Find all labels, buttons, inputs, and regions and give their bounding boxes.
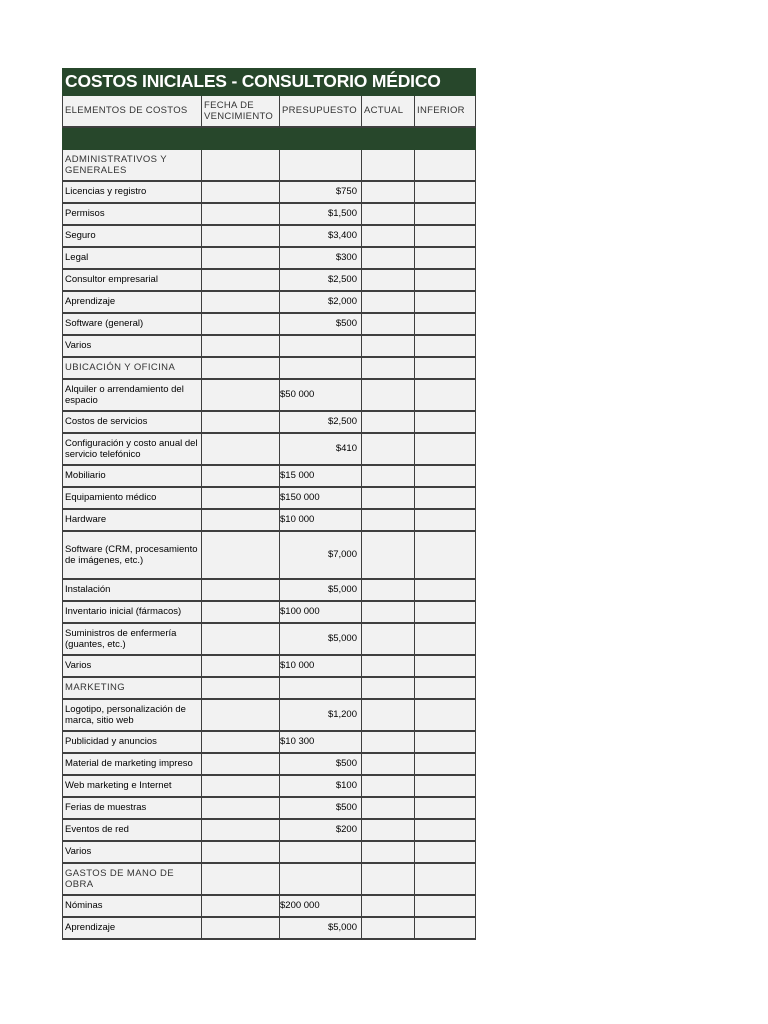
due-date-cell[interactable] — [202, 797, 280, 819]
table-row — [63, 623, 476, 655]
budget-cell[interactable]: $150 000 — [280, 487, 362, 509]
item-cell[interactable]: Configuración y costo anual del servicio telefónico — [63, 433, 202, 465]
table-row — [63, 775, 476, 797]
due-date-cell[interactable] — [202, 895, 280, 917]
due-date-cell[interactable] — [202, 601, 280, 623]
table-row — [63, 379, 476, 411]
section-label-cell[interactable]: GASTOS DE MANO DE OBRA — [63, 863, 202, 895]
item-cell[interactable]: Aprendizaje — [63, 291, 202, 313]
actual-cell[interactable] — [362, 797, 415, 819]
item-cell[interactable]: Mobiliario — [63, 465, 202, 487]
due-date-cell[interactable] — [202, 291, 280, 313]
lower-cell[interactable] — [415, 677, 476, 699]
col-header-actual[interactable]: ACTUAL — [362, 95, 415, 127]
budget-cell[interactable]: $10 300 — [280, 731, 362, 753]
budget-cell[interactable]: $2,500 — [280, 411, 362, 433]
budget-cell[interactable] — [280, 149, 362, 181]
due-date-cell[interactable] — [202, 181, 280, 203]
actual-cell[interactable] — [362, 601, 415, 623]
lower-cell[interactable] — [415, 863, 476, 895]
due-date-cell[interactable] — [202, 247, 280, 269]
item-cell[interactable]: Publicidad y anuncios — [63, 731, 202, 753]
lower-cell[interactable] — [415, 291, 476, 313]
budget-cell[interactable]: $5,000 — [280, 623, 362, 655]
lower-cell[interactable] — [415, 247, 476, 269]
lower-cell[interactable] — [415, 797, 476, 819]
actual-cell[interactable] — [362, 335, 415, 357]
lower-cell[interactable] — [415, 819, 476, 841]
due-date-cell[interactable] — [202, 433, 280, 465]
item-cell[interactable]: Instalación — [63, 579, 202, 601]
item-cell[interactable]: Nóminas — [63, 895, 202, 917]
actual-cell[interactable] — [362, 247, 415, 269]
item-cell[interactable]: Software (CRM, procesamiento de imágenes, etc.) — [63, 531, 202, 579]
due-date-cell[interactable] — [202, 677, 280, 699]
due-date-cell[interactable] — [202, 841, 280, 863]
budget-cell[interactable]: $300 — [280, 247, 362, 269]
actual-cell[interactable] — [362, 677, 415, 699]
actual-cell[interactable] — [362, 433, 415, 465]
budget-cell[interactable]: $2,000 — [280, 291, 362, 313]
item-cell[interactable]: Consultor empresarial — [63, 269, 202, 291]
actual-cell[interactable] — [362, 509, 415, 531]
table-row — [63, 655, 476, 677]
due-date-cell[interactable] — [202, 917, 280, 939]
actual-cell[interactable] — [362, 357, 415, 379]
actual-cell[interactable] — [362, 731, 415, 753]
lower-cell[interactable] — [415, 841, 476, 863]
header-row — [63, 95, 476, 127]
due-date-cell[interactable] — [202, 269, 280, 291]
lower-cell[interactable] — [415, 753, 476, 775]
title-row — [63, 69, 476, 95]
actual-cell[interactable] — [362, 269, 415, 291]
budget-cell[interactable]: $500 — [280, 797, 362, 819]
due-date-cell[interactable] — [202, 579, 280, 601]
actual-cell[interactable] — [362, 841, 415, 863]
lower-cell[interactable] — [415, 731, 476, 753]
budget-cell[interactable]: $500 — [280, 313, 362, 335]
actual-cell[interactable] — [362, 623, 415, 655]
actual-cell[interactable] — [362, 917, 415, 939]
table-row — [63, 601, 476, 623]
lower-cell[interactable] — [415, 411, 476, 433]
due-date-cell[interactable] — [202, 411, 280, 433]
green-band-cell[interactable] — [63, 127, 476, 149]
table-row — [63, 797, 476, 819]
due-date-cell[interactable] — [202, 225, 280, 247]
due-date-cell[interactable] — [202, 379, 280, 411]
budget-cell[interactable]: $500 — [280, 753, 362, 775]
budget-cell[interactable]: $5,000 — [280, 579, 362, 601]
lower-cell[interactable] — [415, 917, 476, 939]
lower-cell[interactable] — [415, 433, 476, 465]
actual-cell[interactable] — [362, 465, 415, 487]
budget-cell[interactable]: $3,400 — [280, 225, 362, 247]
col-header-elementos[interactable]: ELEMENTOS DE COSTOS — [63, 95, 202, 127]
lower-cell[interactable] — [415, 601, 476, 623]
due-date-cell[interactable] — [202, 531, 280, 579]
lower-cell[interactable] — [415, 335, 476, 357]
actual-cell[interactable] — [362, 487, 415, 509]
table-row — [63, 731, 476, 753]
item-cell[interactable]: Varios — [63, 655, 202, 677]
due-date-cell[interactable] — [202, 509, 280, 531]
lower-cell[interactable] — [415, 181, 476, 203]
item-cell[interactable]: Eventos de red — [63, 819, 202, 841]
due-date-cell[interactable] — [202, 863, 280, 895]
lower-cell[interactable] — [415, 699, 476, 731]
item-cell[interactable]: Costos de servicios — [63, 411, 202, 433]
actual-cell[interactable] — [362, 291, 415, 313]
table-row — [63, 819, 476, 841]
actual-cell[interactable] — [362, 775, 415, 797]
actual-cell[interactable] — [362, 203, 415, 225]
actual-cell[interactable] — [362, 699, 415, 731]
due-date-cell[interactable] — [202, 731, 280, 753]
due-date-cell[interactable] — [202, 655, 280, 677]
due-date-cell[interactable] — [202, 699, 280, 731]
due-date-cell[interactable] — [202, 335, 280, 357]
item-cell[interactable]: Aprendizaje — [63, 917, 202, 939]
item-cell[interactable]: Permisos — [63, 203, 202, 225]
item-cell[interactable]: Hardware — [63, 509, 202, 531]
budget-cell[interactable] — [280, 335, 362, 357]
actual-cell[interactable] — [362, 181, 415, 203]
section-label-cell[interactable]: MARKETING — [63, 677, 202, 699]
table-row — [63, 181, 476, 203]
budget-cell[interactable]: $410 — [280, 433, 362, 465]
due-date-cell[interactable] — [202, 149, 280, 181]
item-cell[interactable]: Varios — [63, 841, 202, 863]
table-row — [63, 917, 476, 939]
table-row — [63, 203, 476, 225]
budget-cell[interactable]: $10 000 — [280, 655, 362, 677]
table-row — [63, 841, 476, 863]
table-row — [63, 433, 476, 465]
cost-table — [62, 68, 476, 940]
table-row — [63, 895, 476, 917]
actual-cell[interactable] — [362, 895, 415, 917]
budget-cell[interactable]: $7,000 — [280, 531, 362, 579]
table-row — [63, 465, 476, 487]
budget-cell[interactable]: $1,200 — [280, 699, 362, 731]
budget-cell[interactable] — [280, 677, 362, 699]
item-cell[interactable]: Software (general) — [63, 313, 202, 335]
actual-cell[interactable] — [362, 225, 415, 247]
table-row — [63, 291, 476, 313]
budget-cell[interactable]: $100 000 — [280, 601, 362, 623]
budget-cell[interactable]: $5,000 — [280, 917, 362, 939]
budget-cell[interactable]: $50 000 — [280, 379, 362, 411]
due-date-cell[interactable] — [202, 313, 280, 335]
item-cell[interactable]: Suministros de enfermería (guantes, etc.) — [63, 623, 202, 655]
budget-cell[interactable]: $1,500 — [280, 203, 362, 225]
section-label-cell[interactable]: UBICACIÓN Y OFICINA — [63, 357, 202, 379]
budget-cell[interactable]: $750 — [280, 181, 362, 203]
budget-cell[interactable] — [280, 863, 362, 895]
item-cell[interactable]: Seguro — [63, 225, 202, 247]
lower-cell[interactable] — [415, 775, 476, 797]
section-label-cell[interactable]: ADMINISTRATIVOS Y GENERALES — [63, 149, 202, 181]
budget-cell[interactable]: $10 000 — [280, 509, 362, 531]
table-row — [63, 509, 476, 531]
due-date-cell[interactable] — [202, 465, 280, 487]
lower-cell[interactable] — [415, 487, 476, 509]
due-date-cell[interactable] — [202, 203, 280, 225]
item-cell[interactable]: Logotipo, personalización de marca, sitio web — [63, 699, 202, 731]
lower-cell[interactable] — [415, 465, 476, 487]
lower-cell[interactable] — [415, 579, 476, 601]
col-header-fecha[interactable]: FECHA DE VENCIMIENTO — [202, 95, 280, 127]
item-cell[interactable]: Material de marketing impreso — [63, 753, 202, 775]
budget-cell[interactable] — [280, 357, 362, 379]
due-date-cell[interactable] — [202, 775, 280, 797]
col-header-inferior[interactable]: INFERIOR — [415, 95, 476, 127]
col-header-presupuesto[interactable]: PRESUPUESTO — [280, 95, 362, 127]
item-cell[interactable]: Licencias y registro — [63, 181, 202, 203]
lower-cell[interactable] — [415, 509, 476, 531]
table-row — [63, 579, 476, 601]
item-cell[interactable]: Inventario inicial (fármacos) — [63, 601, 202, 623]
due-date-cell[interactable] — [202, 487, 280, 509]
item-cell[interactable]: Equipamiento médico — [63, 487, 202, 509]
item-cell[interactable]: Web marketing e Internet — [63, 775, 202, 797]
budget-cell[interactable]: $200 — [280, 819, 362, 841]
lower-cell[interactable] — [415, 149, 476, 181]
table-row — [63, 753, 476, 775]
table-row — [63, 269, 476, 291]
table-row — [63, 411, 476, 433]
due-date-cell[interactable] — [202, 753, 280, 775]
actual-cell[interactable] — [362, 379, 415, 411]
table-row — [63, 335, 476, 357]
actual-cell[interactable] — [362, 579, 415, 601]
actual-cell[interactable] — [362, 411, 415, 433]
actual-cell[interactable] — [362, 819, 415, 841]
table-row — [63, 699, 476, 731]
due-date-cell[interactable] — [202, 819, 280, 841]
lower-cell[interactable] — [415, 379, 476, 411]
table-row — [63, 225, 476, 247]
lower-cell[interactable] — [415, 531, 476, 579]
lower-cell[interactable] — [415, 895, 476, 917]
actual-cell[interactable] — [362, 313, 415, 335]
sheet-title[interactable]: COSTOS INICIALES - CONSULTORIO MÉDICO — [63, 69, 476, 95]
actual-cell[interactable] — [362, 655, 415, 677]
lower-cell[interactable] — [415, 357, 476, 379]
actual-cell[interactable] — [362, 149, 415, 181]
lower-cell[interactable] — [415, 655, 476, 677]
budget-cell[interactable]: $15 000 — [280, 465, 362, 487]
budget-cell[interactable]: $200 000 — [280, 895, 362, 917]
lower-cell[interactable] — [415, 313, 476, 335]
green-band-row — [63, 127, 476, 149]
lower-cell[interactable] — [415, 623, 476, 655]
actual-cell[interactable] — [362, 753, 415, 775]
budget-cell[interactable]: $2,500 — [280, 269, 362, 291]
section-row — [63, 149, 476, 181]
table-row — [63, 313, 476, 335]
item-cell[interactable]: Alquiler o arrendamiento del espacio — [63, 379, 202, 411]
lower-cell[interactable] — [415, 225, 476, 247]
table-row — [63, 531, 476, 579]
actual-cell[interactable] — [362, 863, 415, 895]
section-row — [63, 863, 476, 895]
actual-cell[interactable] — [362, 531, 415, 579]
budget-cell[interactable]: $100 — [280, 775, 362, 797]
section-row — [63, 677, 476, 699]
item-cell[interactable]: Varios — [63, 335, 202, 357]
item-cell[interactable]: Legal — [63, 247, 202, 269]
lower-cell[interactable] — [415, 269, 476, 291]
budget-cell[interactable] — [280, 841, 362, 863]
section-row — [63, 357, 476, 379]
due-date-cell[interactable] — [202, 623, 280, 655]
due-date-cell[interactable] — [202, 357, 280, 379]
item-cell[interactable]: Ferias de muestras — [63, 797, 202, 819]
table-row — [63, 247, 476, 269]
table-row — [63, 487, 476, 509]
lower-cell[interactable] — [415, 203, 476, 225]
